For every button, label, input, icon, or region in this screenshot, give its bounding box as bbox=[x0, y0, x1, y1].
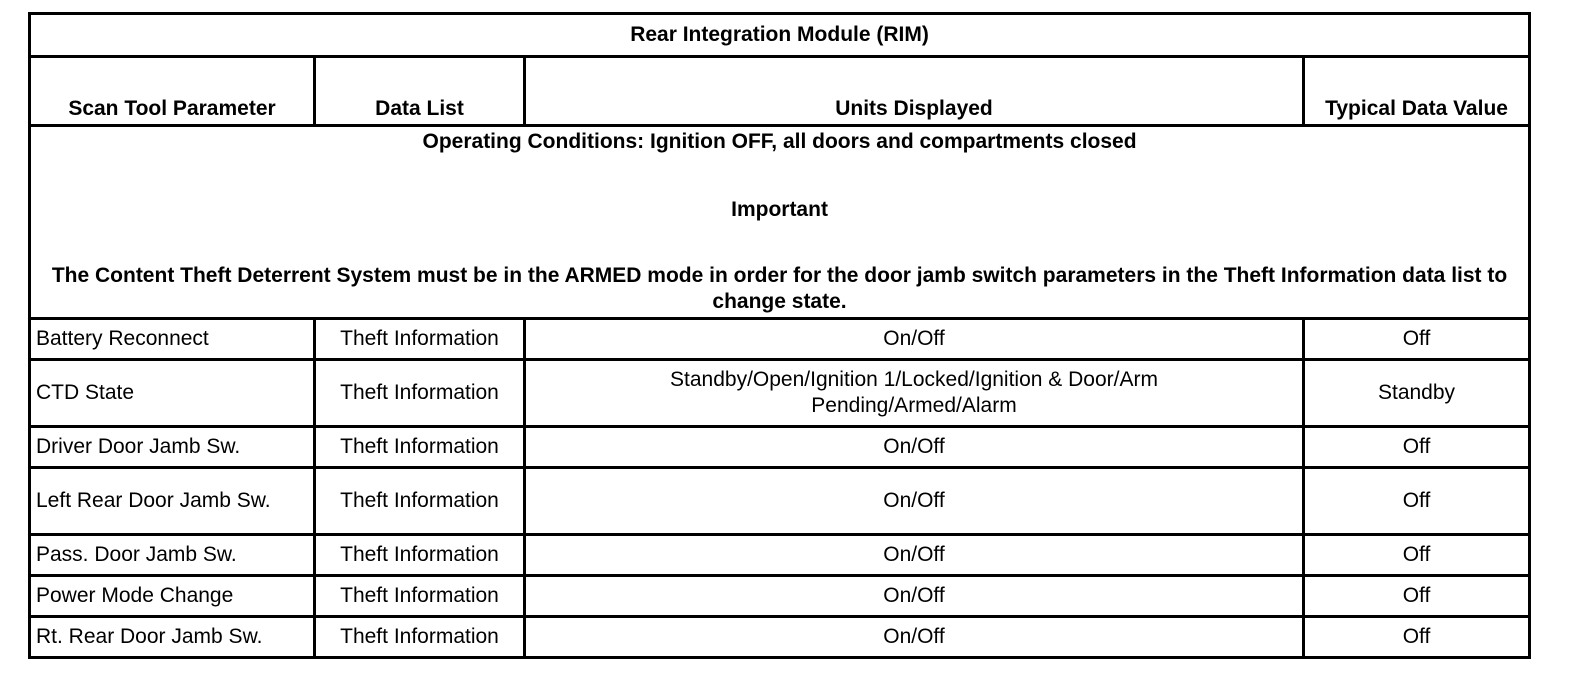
units-cell: On/Off bbox=[525, 535, 1304, 576]
parameter-cell: CTD State bbox=[30, 360, 315, 427]
header-typical-data-value: Typical Data Value bbox=[1304, 57, 1530, 126]
units-cell: On/Off bbox=[525, 319, 1304, 360]
typical-value-cell: Off bbox=[1304, 468, 1530, 535]
table-row bbox=[30, 617, 1530, 658]
data-list-cell: Theft Information bbox=[315, 576, 525, 617]
parameter-cell: Pass. Door Jamb Sw. bbox=[30, 535, 315, 576]
table-row bbox=[30, 576, 1530, 617]
data-list-cell: Theft Information bbox=[315, 360, 525, 427]
parameter-cell: Battery Reconnect bbox=[30, 319, 315, 360]
parameter-cell: Power Mode Change bbox=[30, 576, 315, 617]
header-units-displayed: Units Displayed bbox=[525, 57, 1304, 126]
data-list-cell: Theft Information bbox=[315, 535, 525, 576]
table-row bbox=[30, 535, 1530, 576]
typical-value-cell: Off bbox=[1304, 319, 1530, 360]
units-cell: On/Off bbox=[525, 576, 1304, 617]
parameter-cell: Rt. Rear Door Jamb Sw. bbox=[30, 617, 315, 658]
important-note: The Content Theft Deterrent System must be in the ARMED mode in order for the door jamb switch parameters in the Theft Information data list to change state. bbox=[51, 264, 1508, 313]
units-cell: Standby/Open/Ignition 1/Locked/Ignition & Door/Arm Pending/Armed/Alarm bbox=[525, 360, 1304, 427]
table-row bbox=[30, 427, 1530, 468]
parameter-cell: Driver Door Jamb Sw. bbox=[30, 427, 315, 468]
table-title: Rear Integration Module (RIM) bbox=[30, 14, 1530, 57]
rim-data-table bbox=[28, 12, 1531, 659]
table-row bbox=[30, 360, 1530, 427]
operating-conditions-text: Operating Conditions: Ignition OFF, all doors and compartments closed bbox=[422, 130, 1137, 153]
important-label: Important bbox=[731, 198, 828, 221]
typical-value-cell: Off bbox=[1304, 576, 1530, 617]
operating-conditions bbox=[30, 126, 1530, 319]
data-list-cell: Theft Information bbox=[315, 468, 525, 535]
typical-value-cell: Off bbox=[1304, 535, 1530, 576]
data-list-cell: Theft Information bbox=[315, 427, 525, 468]
typical-value-cell: Off bbox=[1304, 617, 1530, 658]
parameter-cell: Left Rear Door Jamb Sw. bbox=[30, 468, 315, 535]
units-cell: On/Off bbox=[525, 427, 1304, 468]
typical-value-cell: Off bbox=[1304, 427, 1530, 468]
table-row bbox=[30, 468, 1530, 535]
typical-value-cell: Standby bbox=[1304, 360, 1530, 427]
data-list-cell: Theft Information bbox=[315, 617, 525, 658]
units-cell: On/Off bbox=[525, 468, 1304, 535]
table-row bbox=[30, 319, 1530, 360]
units-cell: On/Off bbox=[525, 617, 1304, 658]
header-data-list: Data List bbox=[315, 57, 525, 126]
header-scan-tool-parameter: Scan Tool Parameter bbox=[30, 57, 315, 126]
data-list-cell: Theft Information bbox=[315, 319, 525, 360]
